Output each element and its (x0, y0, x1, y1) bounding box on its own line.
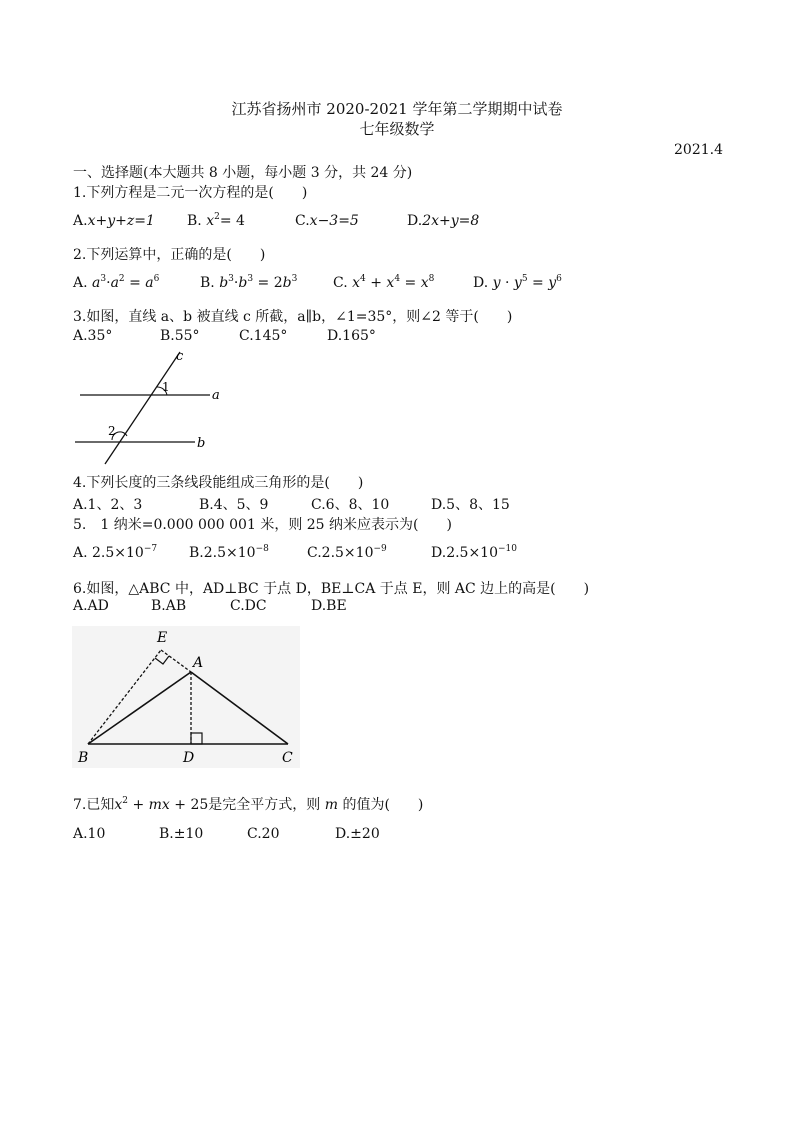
figure-background (72, 626, 300, 768)
q4-option-c[interactable]: C.6、8、10 (311, 497, 390, 513)
line-c (105, 352, 180, 464)
q3-option-a[interactable]: A.35° (73, 328, 113, 344)
q6-option-d[interactable]: D.BE (311, 598, 347, 614)
q4-option-a[interactable]: A.1、2、3 (73, 497, 143, 513)
question-1-options (73, 213, 753, 233)
q7-option-a[interactable]: A.10 (73, 826, 106, 842)
q3-option-b[interactable]: B.55° (160, 328, 200, 344)
question-6-options (73, 598, 753, 618)
parallel-lines-figure (70, 344, 230, 468)
q1-option-d[interactable]: D.2x+y=8 (407, 213, 480, 229)
q2-option-c[interactable]: C. $x^4 + x^4 = x^8$ (333, 274, 435, 291)
question-4-stem: 4.下列长度的三条线段能组成三角形的是( ) (73, 475, 364, 491)
page-subtitle: 七年级数学 (359, 120, 435, 138)
label-e: E (157, 630, 168, 646)
question-6-stem: 6.如图，△ABC 中，AD⊥BC 于点 D，BE⊥CA 于点 E，则 AC 边上的高是( ) (73, 581, 590, 597)
question-5-options (73, 545, 753, 565)
q4-option-d[interactable]: D.5、8、15 (431, 497, 510, 513)
page-title: 江苏省扬州市 2020-2021 学年第二学期期中试卷 (231, 100, 563, 118)
section-heading: 一、选择题(本大题共 8 小题，每小题 3 分，共 24 分) (73, 165, 413, 181)
label-a: A (193, 655, 204, 671)
q6-option-c[interactable]: C.DC (230, 598, 267, 614)
label-b: b (197, 436, 206, 451)
q5-option-a[interactable]: A. $2.5\times 10^{-7}$ (73, 544, 158, 561)
question-5-stem: 5. 1 纳米=0.000 000 001 米，则 25 纳米应表示为( ) (73, 517, 452, 533)
q1-option-b[interactable]: B. $x^2= 4$ (187, 212, 245, 229)
question-7-options (73, 826, 753, 846)
question-3-stem: 3.如图，直线 a、b 被直线 c 所截，a∥b，∠1=35°，则∠2 等于( ) (73, 309, 513, 325)
q7-option-c[interactable]: C.20 (247, 826, 280, 842)
q5-option-c[interactable]: $C.2.5\times 10^{-9}$ (307, 544, 387, 561)
q3-option-d[interactable]: D.165° (327, 328, 376, 344)
q5-option-b[interactable]: $B.2.5\times 10^{-8}$ (189, 544, 269, 561)
question-7-stem: 7.已知$x^2$ + mx + 25是完全平方式，则 m 的值为( ) (73, 796, 424, 813)
question-4-options (73, 494, 753, 514)
q4-option-b[interactable]: B.4、5、9 (199, 497, 269, 513)
question-2-options (73, 275, 753, 295)
q3-option-c[interactable]: C.145° (239, 328, 288, 344)
question-2-stem: 2.下列运算中，正确的是( ) (73, 247, 266, 263)
q7-option-b[interactable]: B.±10 (159, 826, 204, 842)
question-1-stem: 1.下列方程是二元一次方程的是( ) (73, 185, 308, 201)
q6-option-a[interactable]: A.AD (73, 598, 109, 614)
triangle-figure (70, 624, 302, 772)
label-angle-1: 1 (162, 380, 170, 394)
q2-option-d[interactable]: D. $y \cdot y^5 = y^6$ (473, 274, 562, 291)
exam-date: 2021.4 (674, 142, 723, 158)
label-c: C (282, 750, 293, 766)
label-c: c (176, 349, 184, 364)
q5-option-d[interactable]: $D.2.5\times 10^{-10}$ (431, 544, 517, 561)
q2-option-b[interactable]: B. $b^3\cdot b^3 = 2b^3$ (200, 274, 298, 291)
q1-option-a[interactable]: A.x+y+z=1 (73, 213, 155, 229)
q2-option-a[interactable]: A. $a^3\cdot a^2 = a^6$ (73, 274, 160, 291)
label-a: a (212, 388, 220, 403)
label-d: D (183, 750, 195, 766)
q7-option-d[interactable]: D.±20 (335, 826, 380, 842)
label-angle-2: 2 (108, 424, 116, 438)
q6-option-b[interactable]: B.AB (151, 598, 187, 614)
label-b: B (78, 750, 89, 766)
q1-option-c[interactable]: C.x−3=5 (295, 213, 359, 229)
